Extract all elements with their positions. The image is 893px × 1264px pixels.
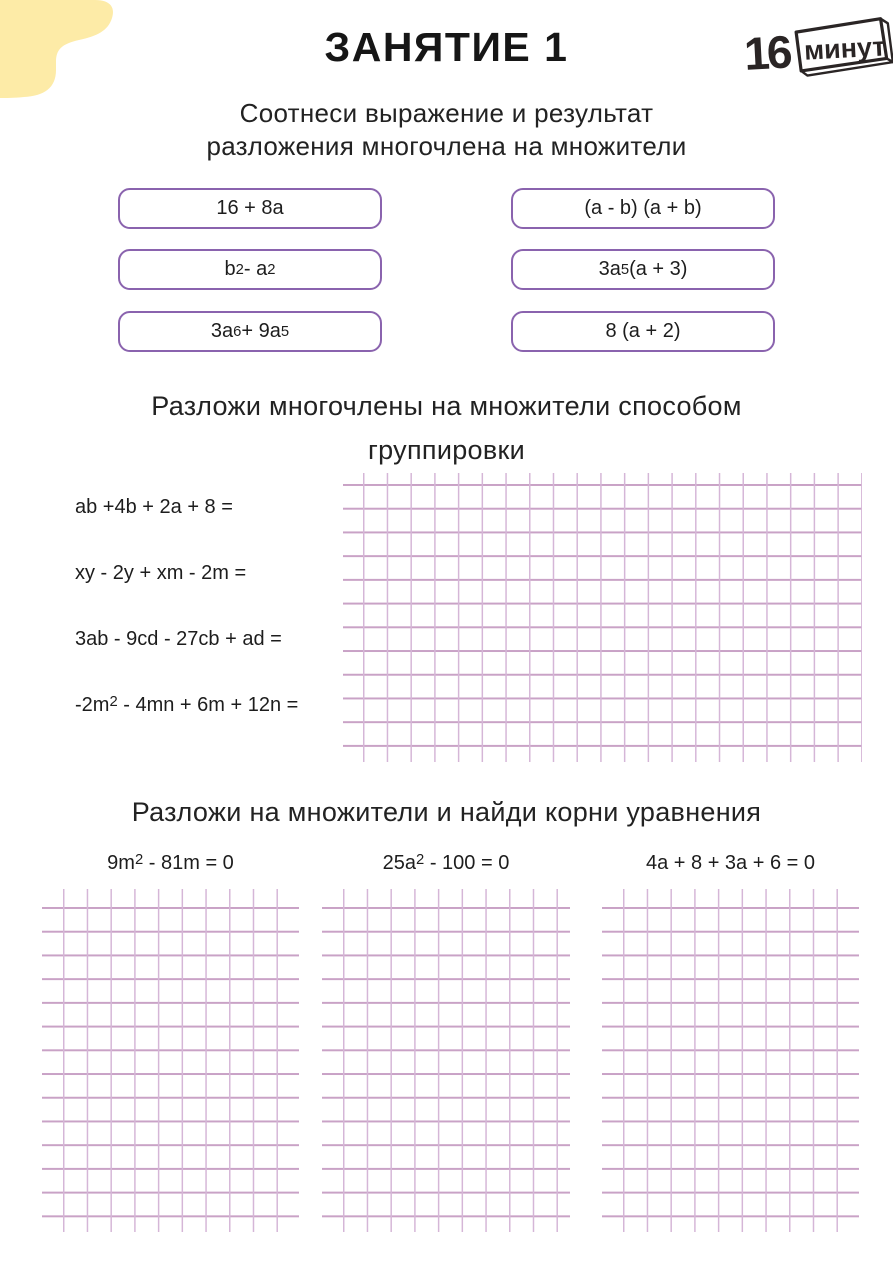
logo-word: минут — [803, 31, 887, 66]
match-card-right-1: (a - b) (a + b) — [511, 188, 775, 229]
roots-answer-grid-1 — [42, 889, 299, 1232]
match-card-left-2: b 2 - a 2 — [118, 249, 382, 290]
match-instruction-line1: Соотнеси выражение и результат — [239, 98, 654, 128]
grouping-heading-line2: группировки — [368, 435, 525, 465]
match-card-left-1: 16 + 8a — [118, 188, 382, 229]
roots-equation-2: $25a^2 - 100 = 0$ — [382, 852, 510, 874]
grouping-section-heading — [0, 384, 893, 472]
roots-section-heading: Разложи на множители и найди корни уравнения — [131, 797, 762, 827]
match-card-right-2: 3a 5 (a + 3) — [511, 249, 775, 290]
page-title: ЗАНЯТИЕ 1 — [324, 24, 569, 70]
grouping-work-grid — [343, 473, 862, 762]
roots-equation-1: $9m^2 - 81m = 0$ — [107, 852, 234, 874]
grouping-problem-1: ab +4b + 2a + 8 = — [75, 496, 233, 518]
grouping-problem-3: 3ab - 9cd - 27cb + ad = — [75, 628, 282, 650]
logo-number: 16 — [742, 25, 791, 80]
grouping-problem-4: $-2m^2 - 4mn + 6m + 12n$ = — [75, 694, 299, 716]
match-instruction — [0, 97, 893, 163]
roots-answer-grid-3 — [602, 889, 859, 1232]
grouping-heading-line1: Разложи многочлены на множители способом — [151, 391, 742, 421]
roots-answer-grid-2 — [322, 889, 570, 1232]
roots-equation-3: 4a + 8 + 3a + 6 = 0 — [645, 852, 816, 874]
match-card-right-3: 8 (a + 2) — [511, 311, 775, 352]
match-card-left-3: 3a 6 + 9a 5 — [118, 311, 382, 352]
grouping-problem-2: xy - 2y + xm - 2m = — [75, 562, 247, 584]
match-instruction-line2: разложения многочлена на множители — [206, 131, 687, 161]
